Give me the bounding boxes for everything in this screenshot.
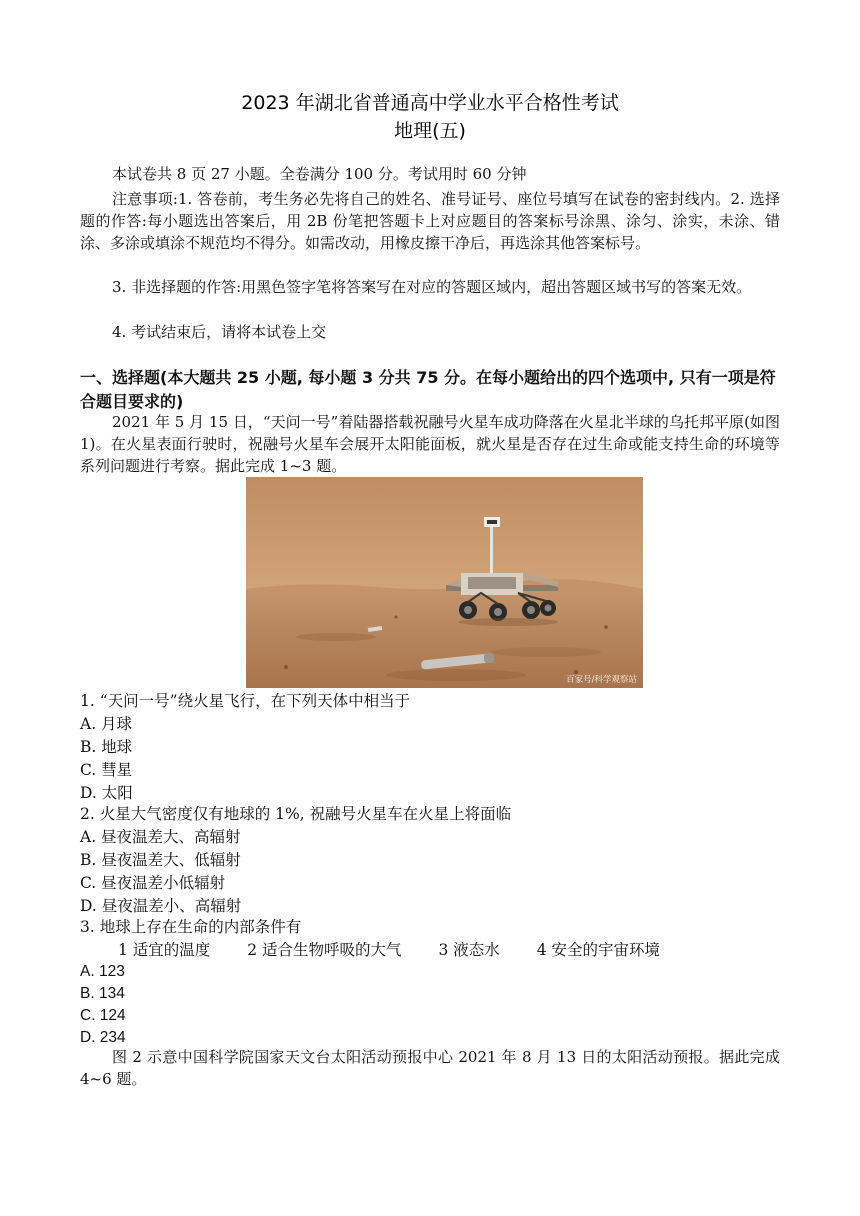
instructions-note-4: 4. 考试结束后，请将本试卷上交 [112, 323, 327, 341]
rover-illustration [246, 477, 643, 688]
question-3-item-3: 3 液态水 [438, 941, 500, 959]
question-1-option-d: D. 太阳 [80, 784, 133, 802]
question-1-stem: 1. “天问一号”绕火星飞行，在下列天体中相当于 [80, 692, 411, 710]
question-3-item-1: 1 适宜的温度 [118, 941, 211, 959]
question-3-items [118, 939, 692, 961]
figure-1-mars-rover-photo [246, 477, 643, 688]
question-3-option-d: D. 234 [80, 1029, 126, 1046]
passage-2: 图 2 示意中国科学院国家天文台太阳活动预报中心 2021 年 8 月 13 日的太阳活动预报。据此完成 4~6 题。 [80, 1048, 780, 1088]
question-3-option-c: C. 124 [80, 1007, 126, 1024]
passage-1: 2021 年 5 月 15 日，“天问一号”着陆器搭载祝融号火星车成功降落在火星北半球的乌托邦平原(如图 1)。在火星表面行驶时，祝融号火星车会展开太阳能面板，就火星是否存在过生命或能支持生命的环境等系列问题进行考察。据此完成 1~3 题。 [80, 413, 780, 475]
image-watermark: 百家号/科学观察站 [566, 675, 637, 685]
question-2-stem: 2. 火星大气密度仅有地球的 1%, 祝融号火星车在火星上将面临 [80, 805, 512, 823]
question-1-option-a: A. 月球 [80, 715, 133, 733]
instructions-notes-1-2: 注意事项:1. 答卷前，考生务必先将自己的姓名、准号证号、座位号填写在试卷的密封线内。2. 选择题的作答:每小题选出答案后，用 2B 份笔把答题卡上对应题目的答案标号涂黑、涂匀、涂实，未涂、错涂、多涂或填涂不规范均不得分。如需改动，用橡皮擦干净后，再选涂其他答案标号。 [80, 190, 780, 252]
question-1-option-b: B. 地球 [80, 738, 133, 756]
question-3-item-4: 4 安全的宇宙环境 [536, 941, 660, 959]
question-3-stem: 3. 地球上存在生命的内部条件有 [80, 918, 302, 936]
question-2-option-b: B. 昼夜温差大、低辐射 [80, 851, 241, 869]
question-3-option-b: B. 134 [80, 985, 125, 1002]
exam-title: 2023 年湖北省普通高中学业水平合格性考试 [241, 92, 619, 114]
question-3-item-2: 2 适合生物呼吸的大气 [247, 941, 402, 959]
section-heading: 一、选择题(本大题共 25 小题, 每小题 3 分共 75 分。在每小题给出的四个选项中, 只有一项是符合题目要求的) [80, 368, 776, 411]
question-2-option-d: D. 昼夜温差小、高辐射 [80, 897, 242, 915]
question-3-option-a: A. 123 [80, 963, 125, 980]
question-2-option-a: A. 昼夜温差大、高辐射 [80, 828, 241, 846]
instructions-line1: 本试卷共 8 页 27 小题。全卷满分 100 分。考试用时 60 分钟 [112, 165, 527, 183]
question-1-option-c: C. 彗星 [80, 761, 133, 779]
question-2-option-c: C. 昼夜温差小低辐射 [80, 874, 226, 892]
instructions-note-3: 3. 非选择题的作答:用黑色签字笔将答案写在对应的答题区域内，超出答题区域书写的答案无效。 [112, 278, 752, 296]
exam-subtitle: 地理(五) [394, 120, 466, 142]
